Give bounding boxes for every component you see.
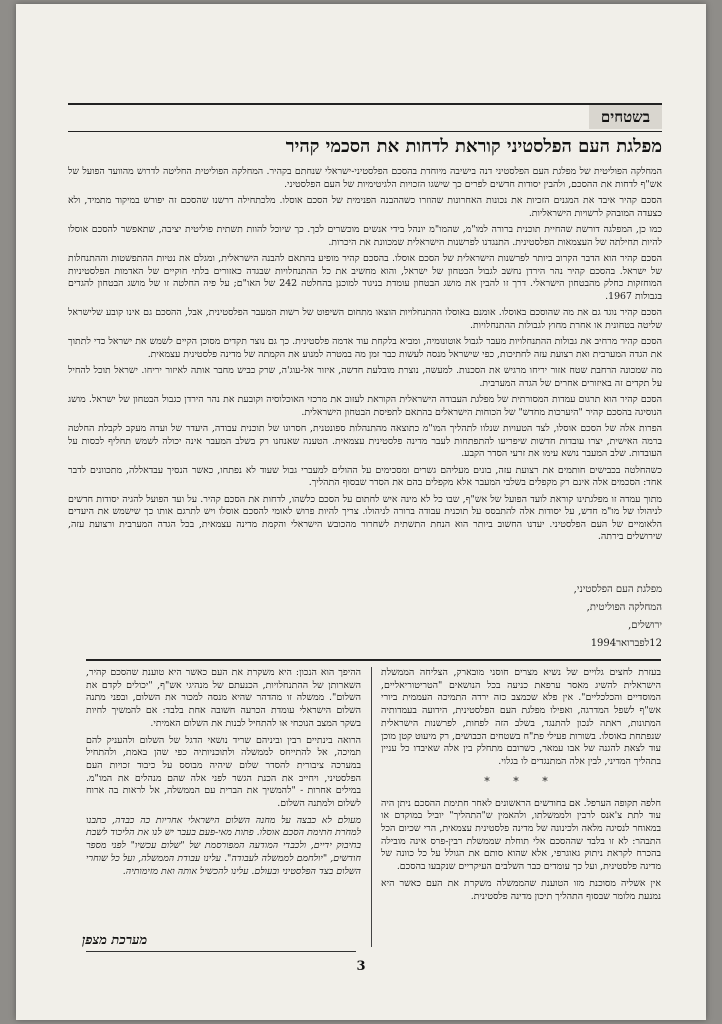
article-paragraph: הסכם קהיר הוא תרגום עמדות המסורתית של מפלגת העבודה הישראלית הקוראת לעזוב את מרכזי האוכלוסיה וקובעת את נהר הירדן כגבול הבטחון של ישראל. מושג הנוסיגה בהסכם קהיר "היערכות מחדש" של הכוחות הישראלים בהתאם לתפיסת הבטחון הישראלית.: [68, 394, 662, 418]
article-paragraph: הסכם קהיר מרחיב את גבולות ההתנחלויות מעבר לגבול אוטונומיה, ומביא בלקחת עוד אדמה פלסטינית. כך גם נוצר תקדים מסוכן הקיים לשמש את ישראל כדי לתתוך את הגדה המערבית ואת רצועת עזה לחתיכות, כפי שישראל מנסה לעשות כבר זמן מה במטרה למנוע את הקמתה של מדינה פלסטינית עצמאית.: [68, 336, 662, 360]
signature-line: המחלקה הפוליטית,: [586, 602, 662, 613]
editorial-left-column: [86, 667, 361, 957]
paragraph: מעולם לא כבצה על מחנה השלום הישראלי אחריות כה כבדה, כתבנו למחרת חתימת הסכם אוסלו. פתות מאי-פעם בעבר יש לנו את הליכוד לשבת בחיבוק ידיים, ולכבדי המודעה המפורסמת של "שלום עכשיו" לפני מספר חודשים, "יולחמם לממשלה לעבודה". עלינו עבודת הממשלה, ועל כל שוחרי השלום בצד הפלסטיני ובעולם. עלינו להכשיל אותה ואת מזימותיה.: [86, 814, 361, 877]
document-page: [16, 4, 706, 1020]
signature-line: 12לפברואר1994: [590, 638, 662, 649]
paragraph: אין אשליה מסוכנת מזו הטוענת שהממשלה משקרת את העם כאשר היא נמנעת מלומר שבסוף התהליך תיכון מדינה פלסטינית.: [381, 877, 661, 902]
signature-line: מפלגת העם הפלסטיני,: [573, 584, 662, 595]
article-body: [68, 166, 662, 561]
article-paragraph: מה שמכונה הרחבת שטח אזור יריחו מרגיש את הסכנות. למעשה, נוצרת מובלעת חדשה, איזור אל-עוג'ה, שרק כביש מחבר אותה לאיזור יריחו. ישראל תוכל להחיל על תקדים זה באיזורים אחרים של הגדה המערבית.: [68, 365, 662, 389]
paragraph: חלפה תקופה הערפל. אם בחודשים הראשונים לאחר חתימת ההסכם ניתן היה עוד לתת צ'אנס לרבין ולממשלתו, ולהאמין ש"התהליך" יוביל במוקדם או במאוחר לנסיגה מלאה ולכינונה של מדינה פלסטינית עצמאית, הרי שכיום הכל התבהר: לא זו בלבד שההסכם אלי תוחלת שממשלת רבין-פרס אינה מובילה בהכרח לקראת ניתוק גאוגרפי, אלא שהוא סותם את הגולל על כל כוונה של מדינה פלסטינית, ועל כך עומדים כבר השלבים העיקריים שנקבעו בהסכם.: [381, 797, 661, 873]
article-paragraph: הפרות אלה של הסכם אוסלו, לצד הטעויות שנלוו לתהליך המו"מ כתוצאה מהתנהלות ספונטנית, חסרונו של תוכנית עבודה, היעדר של ועדה מעקב לקבלת החלטה ברמה האישית, יצרו עובדות חדשות שיפריעו להתפתחות לעבר מדינה פלסטינית עצמאית. הטענה שאנחנו רק בשלב המעבר אינה יכולה לשמש תחליף לכסות על העובדות. שלב המעבר נושא עימו את זרעי הסדר הקבע.: [68, 423, 662, 459]
editorial-section: [86, 659, 661, 964]
column-divider: [371, 667, 372, 947]
section-label: בשטחים: [589, 105, 662, 129]
section-break: * * *: [484, 774, 558, 788]
editorial-right-column: [381, 667, 661, 957]
byline-rule: [86, 951, 356, 952]
paragraph: ההיפך הוא הנכון: היא משקרת את העם כאשר היא טוענת שהסכם קהיר, השארותן של ההתנחלויות, הכנעתם של מנהיגי אש"ף, "יכולים לקדם את השלום". ממשלה זו מהדהר שהיא מנסה למכור את השלום, ובפני מתנה השלום הישראלי עומדת הכרעה חשובה אחת בלבד: אם להמשיך לחיות בשקר המצב הנוכחי או להתחיל לבנות את השלום האמיתי.: [86, 667, 361, 729]
section-header: [68, 103, 662, 132]
article-headline: מפלגת העם הפלסטיני קוראת לדחות את הסכמי קהיר: [285, 136, 662, 157]
signature-line: ירושלים,: [628, 620, 662, 631]
article-paragraph: הסכם קהיר הוא הדבר הקרוב ביותר לפרשנות הישראלית של הסכם אוסלו. בהסכם קהיר מופיע בהתאם להבנה הישראלית, ומגלם את נטיות ההתפשטות וההתנחלות של ישראל. בהסכם קהיר נהר הירדן נחשב לגבול הבטחון של ישראל, והוא מחשיב את כל ההתנחלויות שבגדה כאזורים בלתי חוקיים של האדמות הפלסטיניות המוחזקות כחלק מהבטחון הישראלי. דרך זו להבין את מושג הבטחון עומדת בניגוד למוכנן בהחלטה 242 של האו"ם; על פיה החלטה זו של מושג הבטחון להגדים בגבולות 1967.: [68, 253, 662, 302]
editorial-byline: מערכת מצפן: [82, 933, 148, 948]
paragraph: הרואה בינתיים רבין וביניהם שריד נושאי הדגל של השלום ולהעניק להם תמיכה, אל להתייחס לממשלה ולתוכניותיה כפי שהן באמת, ולהתחיל במערכה ציבורית להסדר שלום שיהיה מבוסס על כיבוד זכויות העם הפלסטיני, ויחייב את הכנת הגשר לפני אלה שהם מנהלים את המו"מ. במילים אחרות - "להמשיך את הברית עם הממשלה, אל לראות בה ארוח לשלום ולמתנה השלום.: [86, 734, 361, 810]
article-paragraph: מתוך עמדה זו מפלגתינו קוראת לועד הפועל של אש"ף, שבו כל לא מינה איש לחתום על הסכם כלשהו, לדחות את הסכם קהיר. על ועד הפועל להגיה יסודות חדשים לניהולו של מו"מ חדש, על יסודות אלה להתבסס על תוכנית עבודה ברורה לניהולו. צריך להיות פרוש לאומי להסכם אוסלו ויש לתרגם אותו כך שישמש את היעדים הלאומיים של העם הפלסטיני. יעדנו החשוב ביותר הוא הנחת התשתית לשחרור מהכובש הישראלי והקמת מדינה עצמאית, בכל הגדה המערבית ורצועת עזה, שירושלים בירתה.: [68, 493, 662, 542]
page-number: 3: [356, 959, 366, 974]
article-paragraph: המחלקה הפוליטית של מפלגת העם הפלסטיני דנה בישיבה מיוחדת בהסכם הפלסטיני-ישראלי שנחתם בקהיר. המחלקה הפוליטית החליטה לדרוש מהוועד הפועל של אש"ף לדחות את ההסכם, ולהבין יסודות חדשים לפרים כך שישגו הזכויות הלגיטימיות של העם הפלסטיני.: [68, 166, 662, 190]
paragraph: בעזרת לחצים גלויים של נשיא מצרים חוסני מובארק, הצליחה הממשלת הישראלית להשיג מאסר ערפאת כניעה בכל הנושאים "הטריטוריאליים, המוסדיים והכלכליים". אין פלא שכמצב כזה ירדה התמיכה העממית ביורי אש"ף לשפל המדרגה, ואפילו מפלגת העם הפלסטינית, הידועה בעמדותיה המתונות, ראתה לנכון להתנגד, בשלב הזה לפחות, לפרשנות הישראלית שנפתחת באוסלו. בשורות פעילי פת"ח בשטחים הכבושים, רק מיעוט קטן מוכן עוד לצאת להגנה של אבו עמאר, כשרובם מתחלק בין אלה שאיבדו כל עניין בתהליך המדיני, לבין אלה המתנגדים לו בגלוי.: [381, 667, 661, 767]
article-signature: [68, 581, 662, 653]
article-paragraph: הסכם קהיר נוגד גם את מה שהוסכם באוסלו. אומנם באוסלו ההתנחלויות הוצאו מתחום השיפוט של רשות המעבר הפלסטינית, אבל, ההסכם גם אינו קובע שלישראל שליטה בטחונית או אחרת מחוץ לגבולות ההתנחלויות.: [68, 307, 662, 331]
article-paragraph: כמו כן, המפלגה דורשת שהחיית תוכנית ברורה למו"מ, שהמו"מ יונהל בידי אנשים מוכשרים לכך. כך שיוכל להוות תשתית פוליטית יציבה, שתאפשר להסכם אוסלו להיות תחילתה של העצמאות הפלסטינית. התנגדנו לפרשנות הישראלית שמכוונת את היכרות.: [68, 224, 662, 248]
article-paragraph: הסכם קהיר איבד את המגנים הזכיות את נכונות האחרונות שהוזרו כשההבנה הפנימית של הסכם אוסלו. מלכתחילה דרשנו שהסכם זה יפורש במיקוד מתמיד, ולא כצעדה המובהק לרשויות הישראליות.: [68, 195, 662, 219]
article-paragraph: כשהחלטה בכבישים חותמים את רצועת עזה, בונים מעליהם גשרים ומסכימים על ההולים למעברי גבול שעוד לא נפתחו, כאשר הנסיך עבדאללה, מתכוונים לדבר אחד: הסכמים אלה אינם רק מקפלים בשלבי המעבר אלא מקפלים בהם את הסדר שבסוף התהליך.: [68, 464, 662, 488]
